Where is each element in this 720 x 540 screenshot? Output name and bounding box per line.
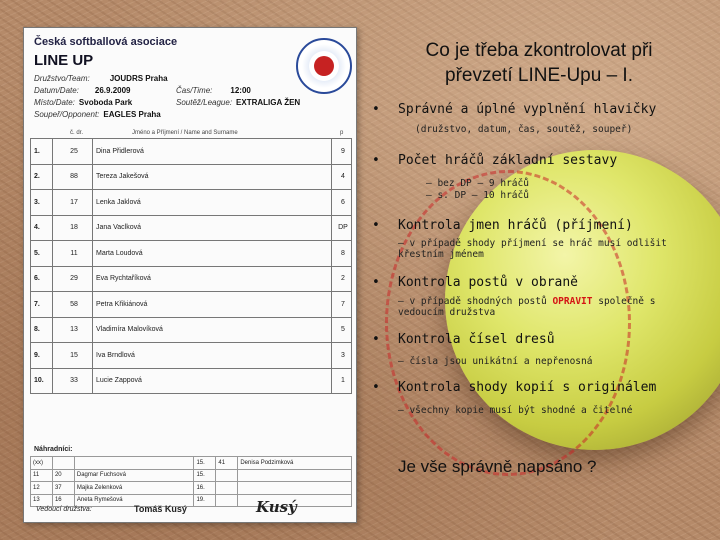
player-position: 8 (332, 241, 352, 267)
substitute-row (31, 469, 352, 482)
substitute-cell (52, 457, 74, 470)
substitutes-table (30, 456, 352, 507)
player-position: 2 (332, 266, 352, 292)
player-position: 7 (332, 292, 352, 318)
table-row (31, 292, 352, 318)
player-position: 1 (332, 368, 352, 394)
lineup-sheet (23, 27, 357, 523)
association-name: Česká softballová asociace (34, 36, 178, 48)
jersey-number: 29 (53, 266, 93, 292)
substitute-cell: 13 (31, 494, 53, 507)
check-item-positions: • Kontrola postů v obraně (372, 275, 579, 290)
player-name: Dina Přidlerová (93, 139, 332, 165)
substitute-cell: 16. (194, 482, 216, 495)
header-league: Soutěž/League: EXTRALIGA ŽEN (176, 98, 301, 107)
col-head-name: Jméno a Příjmení / Name and Surname (132, 130, 238, 136)
header-opponent: Soupeř/Opponent: EAGLES Praha (34, 110, 161, 119)
player-name: Vladimíra Malovíková (93, 317, 332, 343)
coach-label: Vedoucí družstva: (36, 506, 92, 513)
check-item-positions-note-2: vedoucím družstva (398, 307, 496, 318)
player-name: Jana Vaclková (93, 215, 332, 241)
jersey-number: 33 (53, 368, 93, 394)
batting-order: 3. (31, 190, 53, 216)
substitute-cell: 16 (52, 494, 74, 507)
check-item-header: • Správné a úplné vyplnění hlavičky (372, 102, 657, 117)
substitute-row (31, 494, 352, 507)
check-item-names-note-2: křestním jménem (398, 249, 484, 260)
check-item-player-count: • Počet hráčů základní sestavy (372, 153, 618, 168)
player-name: Tereza Jakešová (93, 164, 332, 190)
table-row (31, 215, 352, 241)
substitute-cell: Denisa Podzimková (238, 457, 352, 470)
check-item-copies: • Kontrola shody kopií s originálem (372, 380, 657, 395)
batting-order: 6. (31, 266, 53, 292)
substitutes-title: Náhradníci: (34, 446, 73, 453)
fix-emphasis: OPRAVIT (552, 296, 593, 307)
substitute-cell (238, 469, 352, 482)
jersey-number: 13 (53, 317, 93, 343)
table-row (31, 139, 352, 165)
check-item-names-note-1: – v případě shody příjmení se hráč musí odlišit (398, 238, 667, 249)
batting-order: 7. (31, 292, 53, 318)
batting-order: 1. (31, 139, 53, 165)
header-time: Čas/Time: 12:00 (176, 86, 251, 95)
table-row (31, 343, 352, 369)
batting-order: 10. (31, 368, 53, 394)
header-team: Družstvo/Team: JOUDRS Praha (34, 74, 168, 83)
header-date: Datum/Date: 26.9.2009 (34, 86, 131, 95)
player-name: Iva Brndlová (93, 343, 332, 369)
substitute-cell (216, 469, 238, 482)
jersey-number: 11 (53, 241, 93, 267)
substitute-cell: Majka Zelenková (74, 482, 194, 495)
table-row (31, 164, 352, 190)
player-name: Marta Loudová (93, 241, 332, 267)
table-row (31, 241, 352, 267)
check-item-copies-note: – všechny kopie musí být shodné a čitelné (398, 405, 633, 416)
jersey-number: 58 (53, 292, 93, 318)
player-position: DP (332, 215, 352, 241)
substitute-cell: 37 (52, 482, 74, 495)
coach-name: Tomáš Kusý (134, 504, 187, 514)
check-item-positions-note-1: – v případě shodných postů OPRAVIT společně s (398, 296, 656, 307)
substitute-cell (238, 482, 352, 495)
jersey-number: 88 (53, 164, 93, 190)
coach-signature: Kusý (256, 498, 297, 516)
player-position: 6 (332, 190, 352, 216)
player-name: Eva Rychtaříková (93, 266, 332, 292)
jersey-number: 17 (53, 190, 93, 216)
jersey-number: 25 (53, 139, 93, 165)
association-logo-icon (296, 38, 352, 94)
table-row (31, 368, 352, 394)
player-position: 9 (332, 139, 352, 165)
check-item-player-count-note-2: – s. DP – 10 hráčů (426, 190, 529, 201)
substitute-cell (216, 494, 238, 507)
player-name: Petra Křikiánová (93, 292, 332, 318)
player-position: 3 (332, 343, 352, 369)
substitute-row (31, 457, 352, 470)
batting-order: 8. (31, 317, 53, 343)
substitute-row (31, 482, 352, 495)
col-head-position: p (340, 130, 344, 136)
substitute-cell: Aneta Rymešová (74, 494, 194, 507)
check-item-names: • Kontrola jmen hráčů (příjmení) (372, 218, 633, 233)
player-name: Lucie Zappová (93, 368, 332, 394)
substitute-cell: 20 (52, 469, 74, 482)
substitute-cell (74, 457, 194, 470)
substitute-cell: 15. (194, 469, 216, 482)
check-item-jersey-numbers-note: – čísla jsou unikátní a nepřenosná (398, 356, 593, 367)
player-name: Lenka Jaklová (93, 190, 332, 216)
substitute-cell: (xx) (31, 457, 53, 470)
substitute-cell (216, 482, 238, 495)
jersey-number: 18 (53, 215, 93, 241)
player-position: 4 (332, 164, 352, 190)
batting-order: 9. (31, 343, 53, 369)
header-place: Místo/Date: Svoboda Park (34, 98, 133, 107)
batting-order: 5. (31, 241, 53, 267)
col-head-jersey: č. dr. (70, 130, 84, 136)
substitute-cell: 19. (194, 494, 216, 507)
table-row (31, 190, 352, 216)
substitute-cell: 12 (31, 482, 53, 495)
batting-order: 2. (31, 164, 53, 190)
check-item-header-note: (družstvo, datum, čas, soutěž, soupeř) (415, 124, 633, 135)
check-item-jersey-numbers: • Kontrola čísel dresů (372, 332, 555, 347)
substitute-cell: 41 (216, 457, 238, 470)
jersey-number: 15 (53, 343, 93, 369)
sheet-title: LINE UP (34, 52, 94, 69)
substitute-cell: 15. (194, 457, 216, 470)
table-row (31, 266, 352, 292)
batting-order: 4. (31, 215, 53, 241)
lineup-table (30, 138, 352, 394)
table-row (31, 317, 352, 343)
check-item-player-count-note-1: – bez DP – 9 hráčů (426, 178, 529, 189)
substitute-cell: 11 (31, 469, 53, 482)
closing-question: Je vše správně napsáno ? (398, 457, 597, 476)
player-position: 5 (332, 317, 352, 343)
slide-title: Co je třeba zkontrolovat při převzetí LINE-Upu – I. (425, 40, 653, 86)
substitute-cell: Dagmar Fuchsová (74, 469, 194, 482)
